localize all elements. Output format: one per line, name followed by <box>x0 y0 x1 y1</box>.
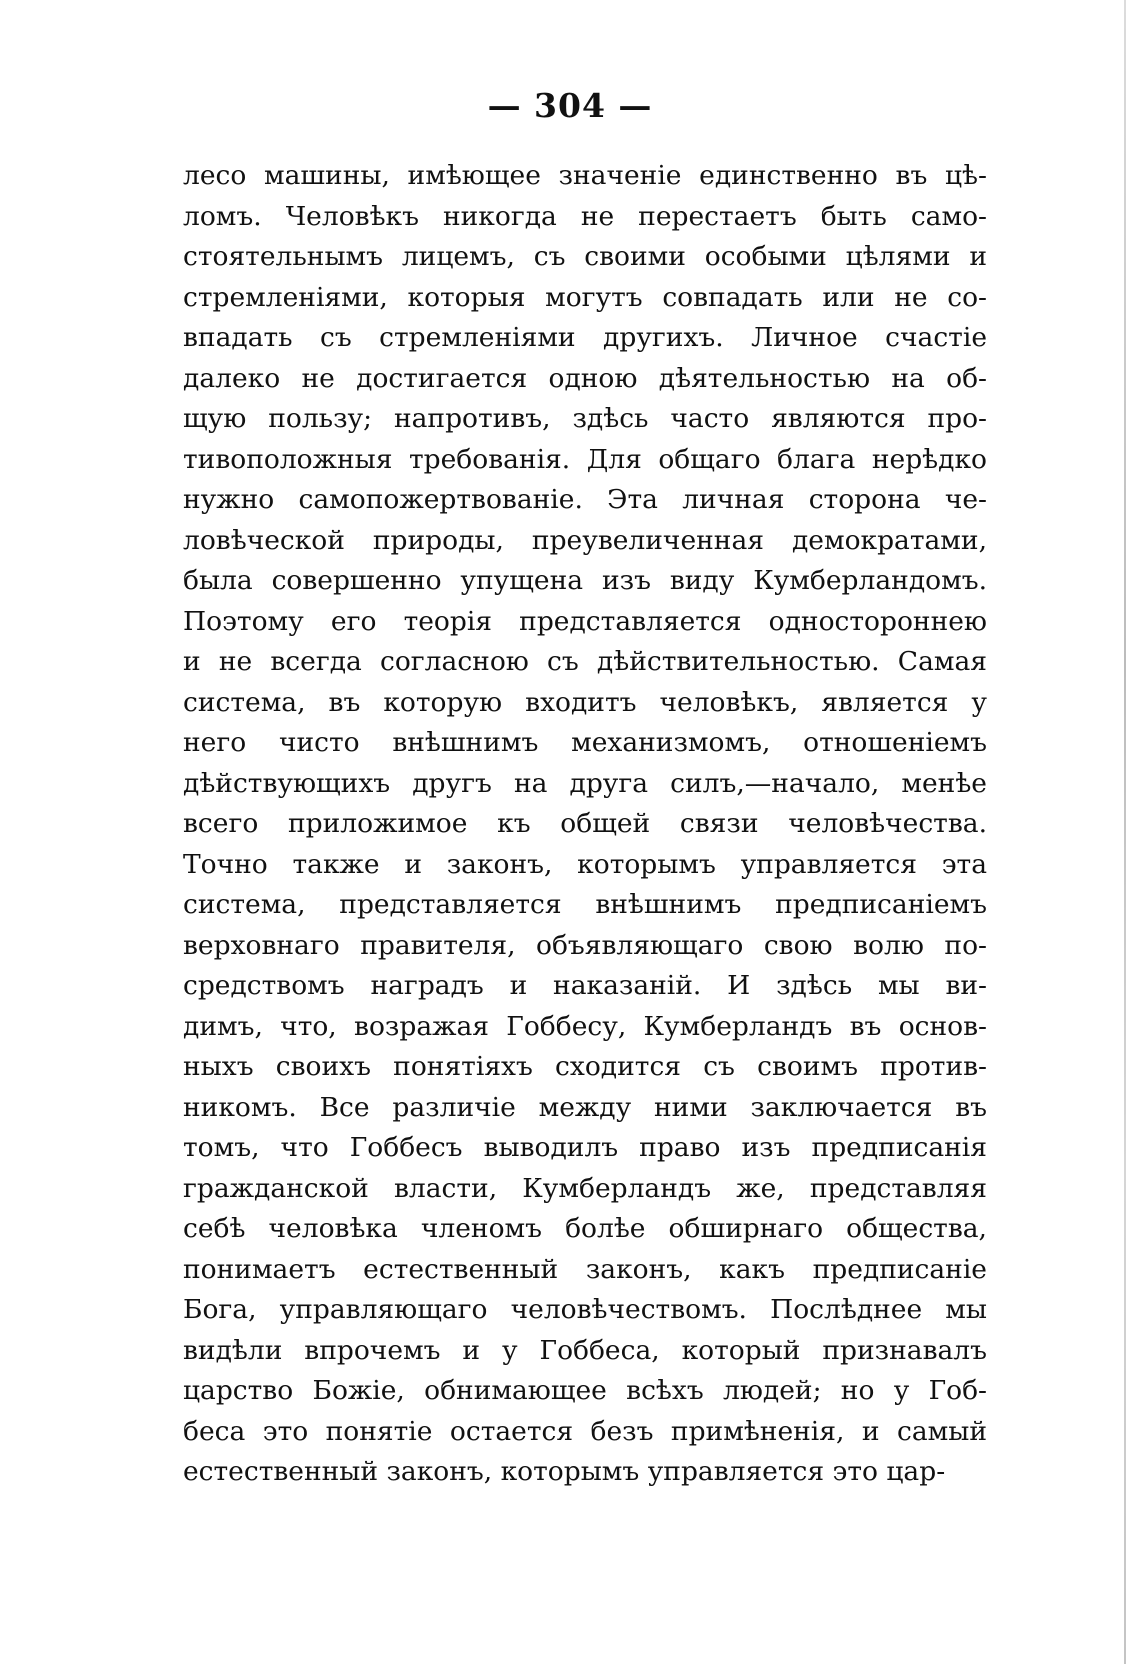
text-line: томъ, что Гоббесъ выводилъ право изъ предписанія <box>183 1132 987 1163</box>
text-line: далеко не достигается одною дѣятельностью на об- <box>183 362 987 394</box>
text-line: ломъ. Человѣкъ никогда не перестаетъ быть само- <box>183 200 987 232</box>
text-line: и не всегда согласною съ дѣйствительностью. Самая <box>183 646 987 677</box>
text-line: царство Божіе, обнимающее всѣхъ людей; но у Гоб- <box>183 1375 987 1406</box>
text-line: ныхъ своихъ понятіяхъ сходится съ своимъ против- <box>183 1051 987 1082</box>
text-line: стремленіями, которыя могутъ совпадать или не со- <box>183 281 987 313</box>
body-text <box>183 156 987 1493</box>
text-line: беса это понятіе остается безъ примѣненія, и самый <box>183 1415 987 1447</box>
text-line: тивоположныя требованія. Для общаго блага нерѣдко <box>183 443 987 475</box>
text-line: впадать съ стремленіями другихъ. Личное счастіе <box>183 322 987 353</box>
text-line: система, въ которую входитъ человѣкъ, является у <box>183 686 987 718</box>
text-line: Бога, управляющаго человѣчествомъ. Послѣднее мы <box>183 1294 987 1325</box>
text-line: гражданской власти, Кумберландъ же, представляя <box>183 1172 987 1204</box>
text-line: лесо машины, имѣющее значеніе единственно въ цѣ- <box>183 160 987 191</box>
text-line: понимаетъ естественный законъ, какъ предписаніе <box>183 1253 987 1285</box>
text-line: средствомъ наградъ и наказаній. И здѣсь мы ви- <box>183 970 987 1001</box>
text-line: Поэтому его теорія представляется одностороннею <box>183 605 987 637</box>
text-line: видѣли впрочемъ и у Гоббеса, который признавалъ <box>183 1334 987 1366</box>
text-line: димъ, что, возражая Гоббесу, Кумберландъ въ основ- <box>183 1010 987 1042</box>
text-line: него чисто внѣшнимъ механизмомъ, отношеніемъ <box>183 727 987 758</box>
text-line: была совершенно упущена изъ виду Кумберландомъ. <box>183 565 987 596</box>
text-line: нужно самопожертвованіе. Эта личная сторона че- <box>183 484 987 515</box>
text-line: верховнаго правителя, объявляющаго свою волю по- <box>183 929 987 961</box>
page-number: — 304 — <box>487 86 653 125</box>
text-line: система, представляется внѣшнимъ предписаніемъ <box>183 889 987 920</box>
text-line: всего приложимое къ общей связи человѣчества. <box>183 808 987 839</box>
text-line: ловѣческой природы, преувеличенная демократами, <box>183 524 987 556</box>
scan-edge-line <box>1124 0 1126 1664</box>
text-line: щую пользу; напротивъ, здѣсь часто являются про- <box>183 403 987 434</box>
text-line: никомъ. Все различіе между ними заключается въ <box>183 1091 987 1123</box>
text-line: стоятельнымъ лицемъ, съ своими особыми цѣлями и <box>183 241 987 272</box>
text-line: себѣ человѣка членомъ болѣе обширнаго общества, <box>183 1213 987 1244</box>
text-line: Точно также и законъ, которымъ управляется эта <box>183 848 987 880</box>
text-line: дѣйствующихъ другъ на друга силъ,—начало, менѣе <box>183 767 987 799</box>
text-line: естественный законъ, которымъ управляется это цар- <box>183 1456 946 1487</box>
